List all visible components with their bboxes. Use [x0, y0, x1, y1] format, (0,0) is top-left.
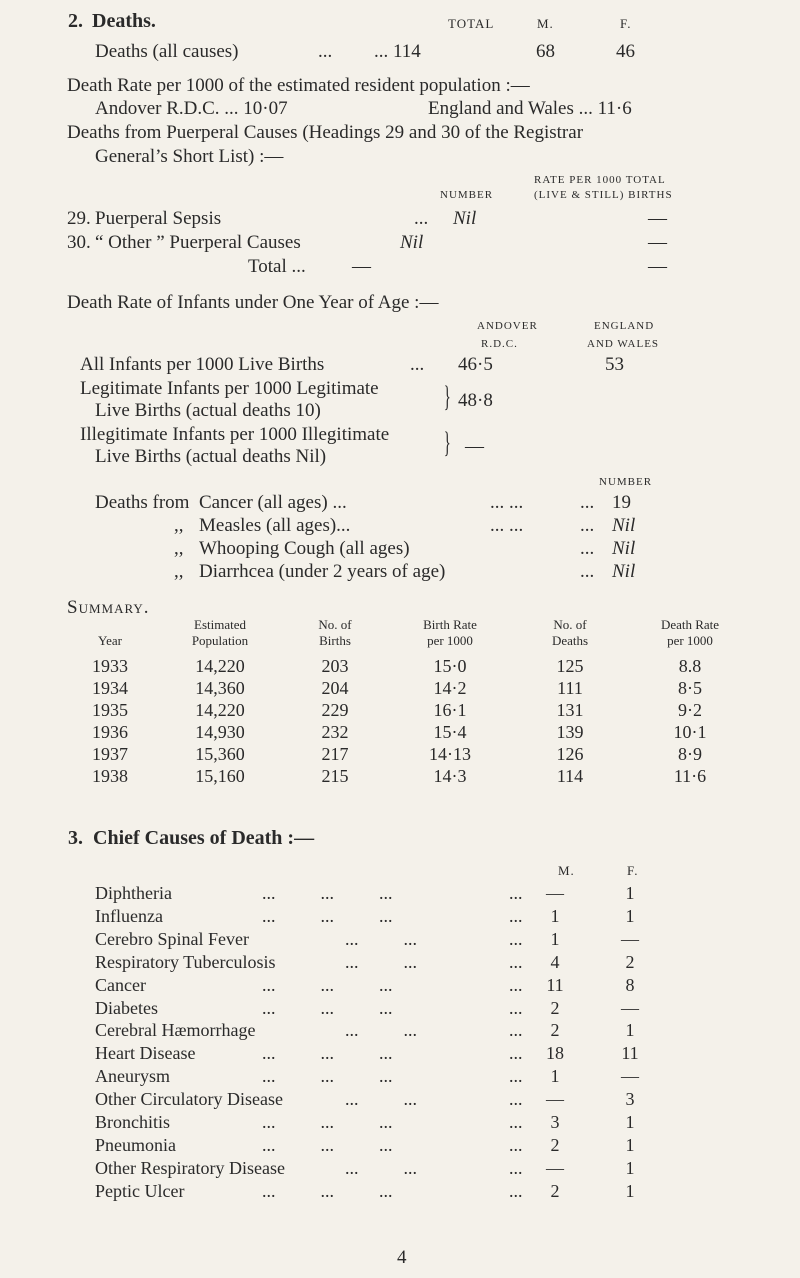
summary-cell: 1935 [92, 700, 128, 720]
cause-dots: ... ... ... [262, 1134, 393, 1155]
summary-header: Births [319, 633, 351, 648]
leader-dots: ... [509, 1020, 523, 1041]
puerp-row-label: “ Other ” Puerperal Causes [95, 232, 301, 253]
leader-dots: ... [509, 1066, 523, 1087]
leader-dots: ... [509, 905, 523, 926]
summary-header: No. of [318, 617, 352, 632]
summary-cell: 1938 [92, 766, 128, 786]
infant-all-andover: 46·5 [458, 354, 493, 375]
summary-cell: 204 [321, 678, 349, 698]
cause-dots: ... ... ... [262, 1112, 393, 1132]
andover-rate: Andover R.D.C. ... 10·07 [95, 98, 288, 119]
cause-dots: ... [580, 561, 595, 582]
summary-cell: 126 [556, 744, 584, 764]
cause-label: Cancer (all ages) ... [199, 492, 347, 513]
cause-male: 4 [550, 951, 560, 972]
cause-male: — [546, 1157, 564, 1178]
col-f: F. [627, 863, 639, 878]
summary-cell: 15,360 [195, 744, 245, 764]
summary-header: per 1000 [427, 633, 473, 648]
cause-value: Nil [612, 538, 636, 559]
cause-dots: ... ... ... [262, 1043, 393, 1064]
cause-dots: ... ... [345, 1089, 417, 1110]
infant-leg-line-2: Live Births (actual deaths 10) [95, 400, 321, 421]
deaths-m: 68 [536, 41, 555, 62]
cause-female: 1 [625, 1157, 635, 1178]
summary-cell: 14,220 [195, 700, 245, 720]
summary-cell: 15·0 [433, 656, 467, 676]
cause-name: Diabetes [95, 997, 158, 1018]
cause-dots: ... ... [345, 1157, 417, 1178]
cause-dots: ... ... [490, 492, 524, 513]
summary-cell: 229 [321, 700, 349, 720]
cause-female: 1 [625, 1020, 635, 1041]
summary-cell: 14·3 [433, 766, 467, 786]
infant-all-label: All Infants per 1000 Live Births [80, 354, 325, 375]
leader-dots: ... [509, 951, 523, 972]
summary-cell: 1936 [92, 722, 128, 742]
leader-dots: ... [509, 1112, 523, 1132]
infant-ill-line-2: Live Births (actual deaths Nil) [95, 446, 327, 467]
summary-cell: 9·2 [678, 700, 702, 720]
death-rate-line: Death Rate per 1000 of the estimated resident population :— [67, 75, 530, 96]
cause-name: Peptic Ulcer [95, 1180, 185, 1201]
cause-prefix: ,, [174, 538, 184, 559]
summary-header: Population [191, 633, 249, 648]
infant-ill-line-1: Illegitimate Infants per 1000 Illegitimate [80, 424, 390, 445]
leg-brace: } [443, 380, 451, 413]
cause-name: Respiratory Tuberculosis [95, 951, 276, 972]
infant-col-england-2: AND WALES [587, 338, 660, 350]
cause-dots: ... ... ... [262, 1180, 393, 1201]
cause-male: 1 [550, 1066, 560, 1087]
cause-name: Influenza [95, 905, 163, 926]
cause-name: Cerebral Hæmorrhage [95, 1020, 256, 1041]
leader-dots: ... [509, 928, 523, 949]
summary-cell: 14·13 [429, 744, 471, 764]
summary-header: Death Rate [660, 617, 720, 632]
col-m: M. [558, 863, 575, 878]
summary-header: Year [98, 633, 122, 648]
summary-cell: 15·4 [433, 722, 467, 742]
summary-heading: Summary. [67, 597, 150, 618]
summary-cell: 16·1 [433, 700, 467, 720]
summary-cell: 203 [321, 656, 349, 676]
puerp-row-label: Puerperal Sepsis [95, 208, 222, 229]
summary-cell: 215 [321, 766, 349, 786]
summary-cell: 14,930 [195, 722, 245, 742]
summary-cell: 8·9 [678, 744, 702, 764]
puerp-row-number: Nil [400, 232, 424, 253]
cause-dots: ... ... ... [262, 997, 393, 1018]
section-heading: Chief Causes of Death :— [93, 827, 315, 849]
summary-header: Estimated [194, 617, 246, 632]
cause-male: 2 [550, 1134, 560, 1155]
infant-col-england-1: ENGLAND [594, 320, 655, 332]
number-col: NUMBER [599, 476, 653, 488]
cause-dots: ... ... ... [262, 905, 393, 926]
deaths-f: 46 [616, 41, 635, 62]
infant-all-dots: ... [410, 354, 425, 375]
summary-cell: 14,220 [195, 656, 245, 676]
section-number: 2. [68, 10, 83, 32]
puerp-row-num: 29. [67, 208, 91, 229]
cause-female: 11 [621, 1043, 639, 1064]
summary-cell: 8·5 [678, 678, 702, 698]
cause-male: 2 [550, 1180, 560, 1201]
cause-male: — [546, 1089, 564, 1110]
puerp-col-rate: RATE PER 1000 TOTAL [534, 174, 666, 186]
cause-female: 2 [625, 951, 635, 972]
summary-cell: 111 [557, 678, 583, 698]
col-m: M. [537, 16, 554, 31]
summary-cell: 15,160 [195, 766, 245, 786]
summary-cell: 125 [556, 656, 584, 676]
cause-value: Nil [612, 561, 636, 582]
infant-col-andover-1: ANDOVER [477, 320, 538, 332]
infant-heading: Death Rate of Infants under One Year of Age :— [67, 292, 439, 313]
puerp-row-dots: ... [414, 208, 429, 229]
cause-male: 1 [550, 928, 560, 949]
cause-prefix: ,, [174, 515, 184, 536]
cause-female: 1 [625, 905, 635, 926]
deaths-all-label: Deaths (all causes) [95, 41, 239, 62]
cause-name: Aneurysm [95, 1066, 170, 1087]
summary-cell: 1933 [92, 656, 128, 676]
summary-header: No. of [553, 617, 587, 632]
cause-prefix: Deaths from [95, 492, 190, 513]
summary-cell: 139 [556, 722, 584, 742]
cause-name: Heart Disease [95, 1043, 196, 1064]
cause-female: — [621, 928, 639, 949]
infant-leg-andover: 48·8 [458, 390, 493, 411]
summary-cell: 10·1 [673, 722, 707, 742]
page-number: 4 [397, 1247, 407, 1268]
cause-name: Pneumonia [95, 1134, 176, 1155]
leader-dots: ... [509, 1089, 523, 1110]
infant-col-andover-2: R.D.C. [481, 338, 518, 350]
puerperal-line-2: General’s Short List) :— [95, 146, 284, 167]
cause-name: Cerebro Spinal Fever [95, 928, 249, 949]
cause-female: 1 [625, 883, 635, 903]
cause-female: — [621, 997, 639, 1018]
infant-all-england: 53 [605, 354, 624, 375]
puerp-row-rate: — [648, 232, 667, 253]
deaths-total: ... 114 [374, 41, 421, 62]
puerp-total-label: Total ... [248, 256, 306, 277]
summary-header: Birth Rate [423, 617, 477, 632]
summary-cell: 1937 [92, 744, 128, 764]
cause-dots: ... ... ... [262, 1066, 393, 1087]
cause-name: Cancer [95, 974, 146, 995]
cause-name: Other Respiratory Disease [95, 1157, 285, 1178]
cause-dots: ... ... [345, 928, 417, 949]
cause-name: Diphtheria [95, 883, 172, 903]
puerp-row-rate: — [648, 208, 667, 229]
leader-dots: ... [509, 1157, 523, 1178]
summary-cell: 114 [556, 766, 584, 786]
cause-male: — [546, 883, 564, 903]
summary-cell: 1934 [92, 678, 128, 698]
cause-male: 2 [550, 1020, 560, 1041]
summary-cell: 232 [321, 722, 349, 742]
puerp-row-number: Nil [453, 208, 477, 229]
cause-female: 8 [625, 974, 635, 995]
summary-cell: 11·6 [673, 766, 707, 786]
cause-label: Measles (all ages)... [199, 515, 351, 536]
cause-female: 1 [625, 1180, 635, 1201]
ill-brace: } [443, 426, 451, 459]
infant-leg-line-1: Legitimate Infants per 1000 Legitimate [80, 378, 379, 399]
england-rate: England and Wales ... 11·6 [428, 98, 632, 119]
cause-dots: ... ... ... [262, 883, 393, 903]
cause-male: 11 [546, 974, 564, 995]
puerperal-line-1: Deaths from Puerperal Causes (Headings 29 and 30 of the Registrar [67, 122, 584, 143]
cause-value: Nil [612, 515, 636, 536]
summary-header: per 1000 [667, 633, 713, 648]
cause-name: Other Circulatory Disease [95, 1089, 283, 1110]
section-number: 3. [68, 827, 83, 849]
col-f: F. [620, 16, 632, 31]
leader-dots: ... [509, 997, 523, 1018]
cause-male: 2 [550, 997, 560, 1018]
puerp-row-num: 30. [67, 232, 91, 253]
leader-dots: ... [509, 1043, 523, 1064]
cause-label: Whooping Cough (all ages) [199, 538, 410, 559]
cause-dots: ... [580, 538, 595, 559]
puerp-col-number: NUMBER [440, 189, 494, 201]
cause-female: 1 [625, 1134, 635, 1155]
section-heading: Deaths. [92, 10, 156, 32]
cause-dots: ... ... [345, 951, 417, 972]
cause-name: Bronchitis [95, 1112, 170, 1132]
puerp-total-rate: — [648, 256, 667, 277]
leader-dots: ... [509, 1134, 523, 1155]
cause-prefix: ,, [174, 561, 184, 582]
summary-header: Deaths [551, 633, 589, 648]
cause-dots: ... ... ... [262, 974, 393, 995]
summary-cell: 217 [321, 744, 349, 764]
infant-ill-andover: — [465, 436, 484, 457]
cause-value: 19 [612, 492, 631, 513]
cause-male: 1 [550, 905, 560, 926]
col-total: TOTAL [448, 16, 495, 31]
summary-cell: 14·2 [433, 678, 467, 698]
leader-dots: ... [509, 883, 523, 903]
summary-cell: 8.8 [678, 656, 702, 676]
cause-label: Diarrhcea (under 2 years of age) [199, 561, 446, 582]
leader-dots: ... [509, 974, 523, 995]
summary-cell: 14,360 [195, 678, 245, 698]
leader-dots: ... [509, 1180, 523, 1201]
cause-male: 3 [550, 1112, 560, 1132]
puerp-total-number: — [352, 256, 371, 277]
cause-dots: ... ... [490, 515, 524, 536]
cause-female: 1 [625, 1112, 635, 1132]
puerp-col-births: (LIVE & STILL) BIRTHS [534, 189, 673, 201]
cause-male: 18 [546, 1043, 564, 1064]
cause-female: 3 [625, 1089, 635, 1110]
deaths-dots: ... [318, 41, 333, 62]
cause-female: — [621, 1066, 639, 1087]
cause-dots: ... ... [345, 1020, 417, 1041]
summary-cell: 131 [556, 700, 584, 720]
